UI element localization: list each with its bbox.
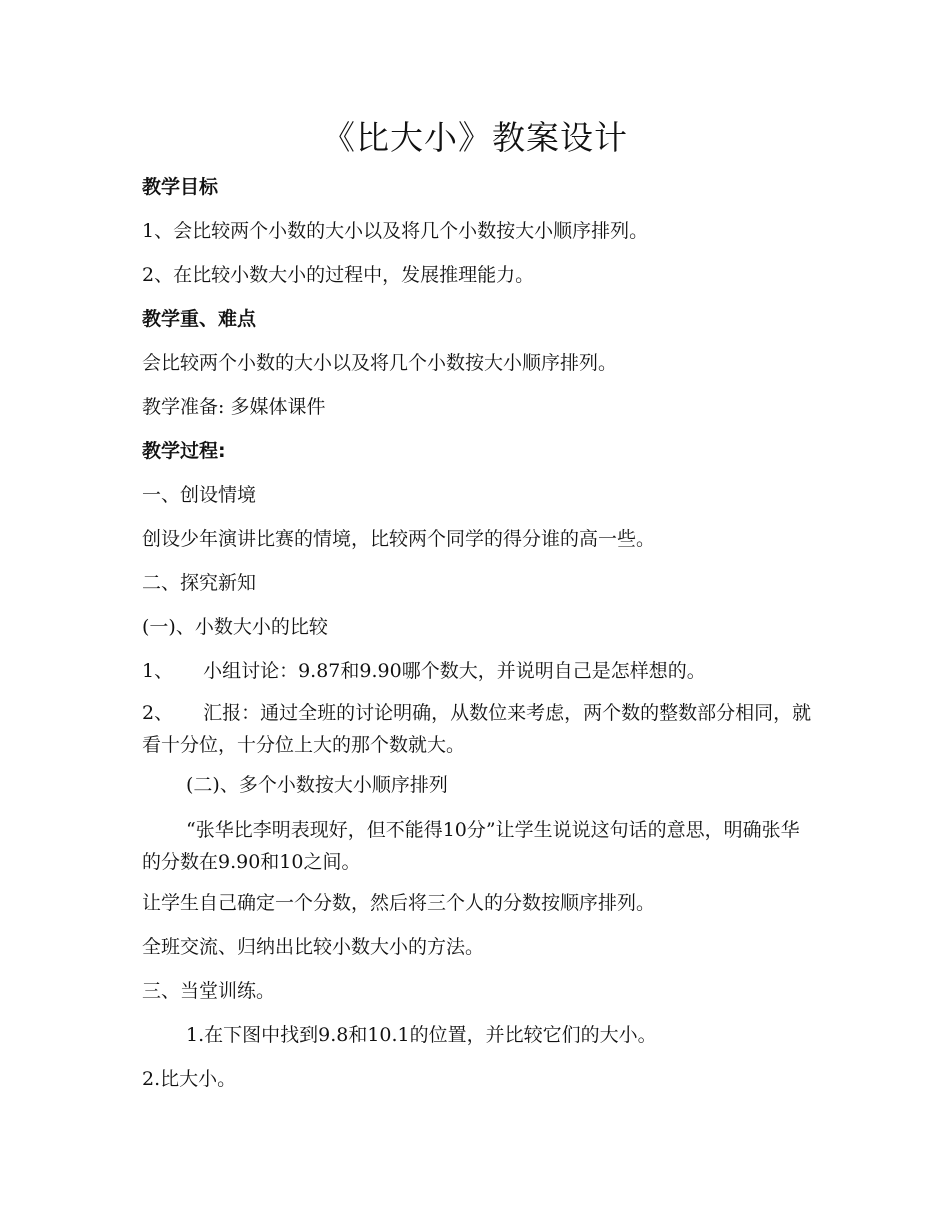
preparation-text: 教学准备: 多媒体课件 — [142, 396, 326, 418]
key-points-heading: 教学重、难点 — [142, 308, 257, 330]
sub1-item-1-number: 1、 — [142, 660, 174, 682]
part1-text: 创设少年演讲比赛的情境，比较两个同学的得分谁的高一些。 — [142, 528, 656, 550]
objective-item-1: 1、会比较两个小数的大小以及将几个小数按大小顺序排列。 — [142, 220, 649, 242]
part1-title: 一、创设情境 — [142, 484, 257, 506]
objectives-heading: 教学目标 — [142, 176, 219, 198]
document-title: 《比大小》教案设计 — [322, 118, 628, 157]
process-heading: 教学过程: — [142, 440, 226, 462]
sub2-text-2: 让学生自己确定一个分数，然后将三个人的分数按顺序排列。 — [142, 892, 656, 914]
sub1-item-1 — [142, 658, 706, 684]
part3-title: 三、当堂训练。 — [142, 980, 276, 1002]
sub1-item-2-number: 2、 — [142, 702, 174, 724]
exercise-2: 2.比大小。 — [142, 1068, 237, 1090]
sub1-item-2-text: 汇报：通过全班的讨论明确，从数位来考虑，两个数的整数部分相同，就看十分位，十分位上大的那个数就大。 — [142, 702, 812, 756]
sub1-title: (一)、小数大小的比较 — [142, 616, 328, 638]
sub2-text-3: 全班交流、归纳出比较小数大小的方法。 — [142, 936, 485, 958]
objective-item-2: 2、在比较小数大小的过程中，发展推理能力。 — [142, 264, 535, 286]
sub2-title: (二)、多个小数按大小顺序排列 — [186, 774, 448, 796]
key-points-text: 会比较两个小数的大小以及将几个小数按大小顺序排列。 — [142, 352, 618, 374]
sub1-item-1-text: 小组讨论：9.87和9.90哪个数大，并说明自己是怎样想的。 — [203, 660, 706, 682]
exercise-1: 1.在下图中找到9.8和10.1的位置，并比较它们的大小。 — [186, 1024, 657, 1046]
sub1-item-2 — [142, 697, 812, 761]
sub2-text: “张华比李明表现好，但不能得10分”让学生说说这句话的意思，明确张华的分数在9.90和10之间。 — [142, 819, 800, 873]
part2-title: 二、探究新知 — [142, 572, 257, 594]
